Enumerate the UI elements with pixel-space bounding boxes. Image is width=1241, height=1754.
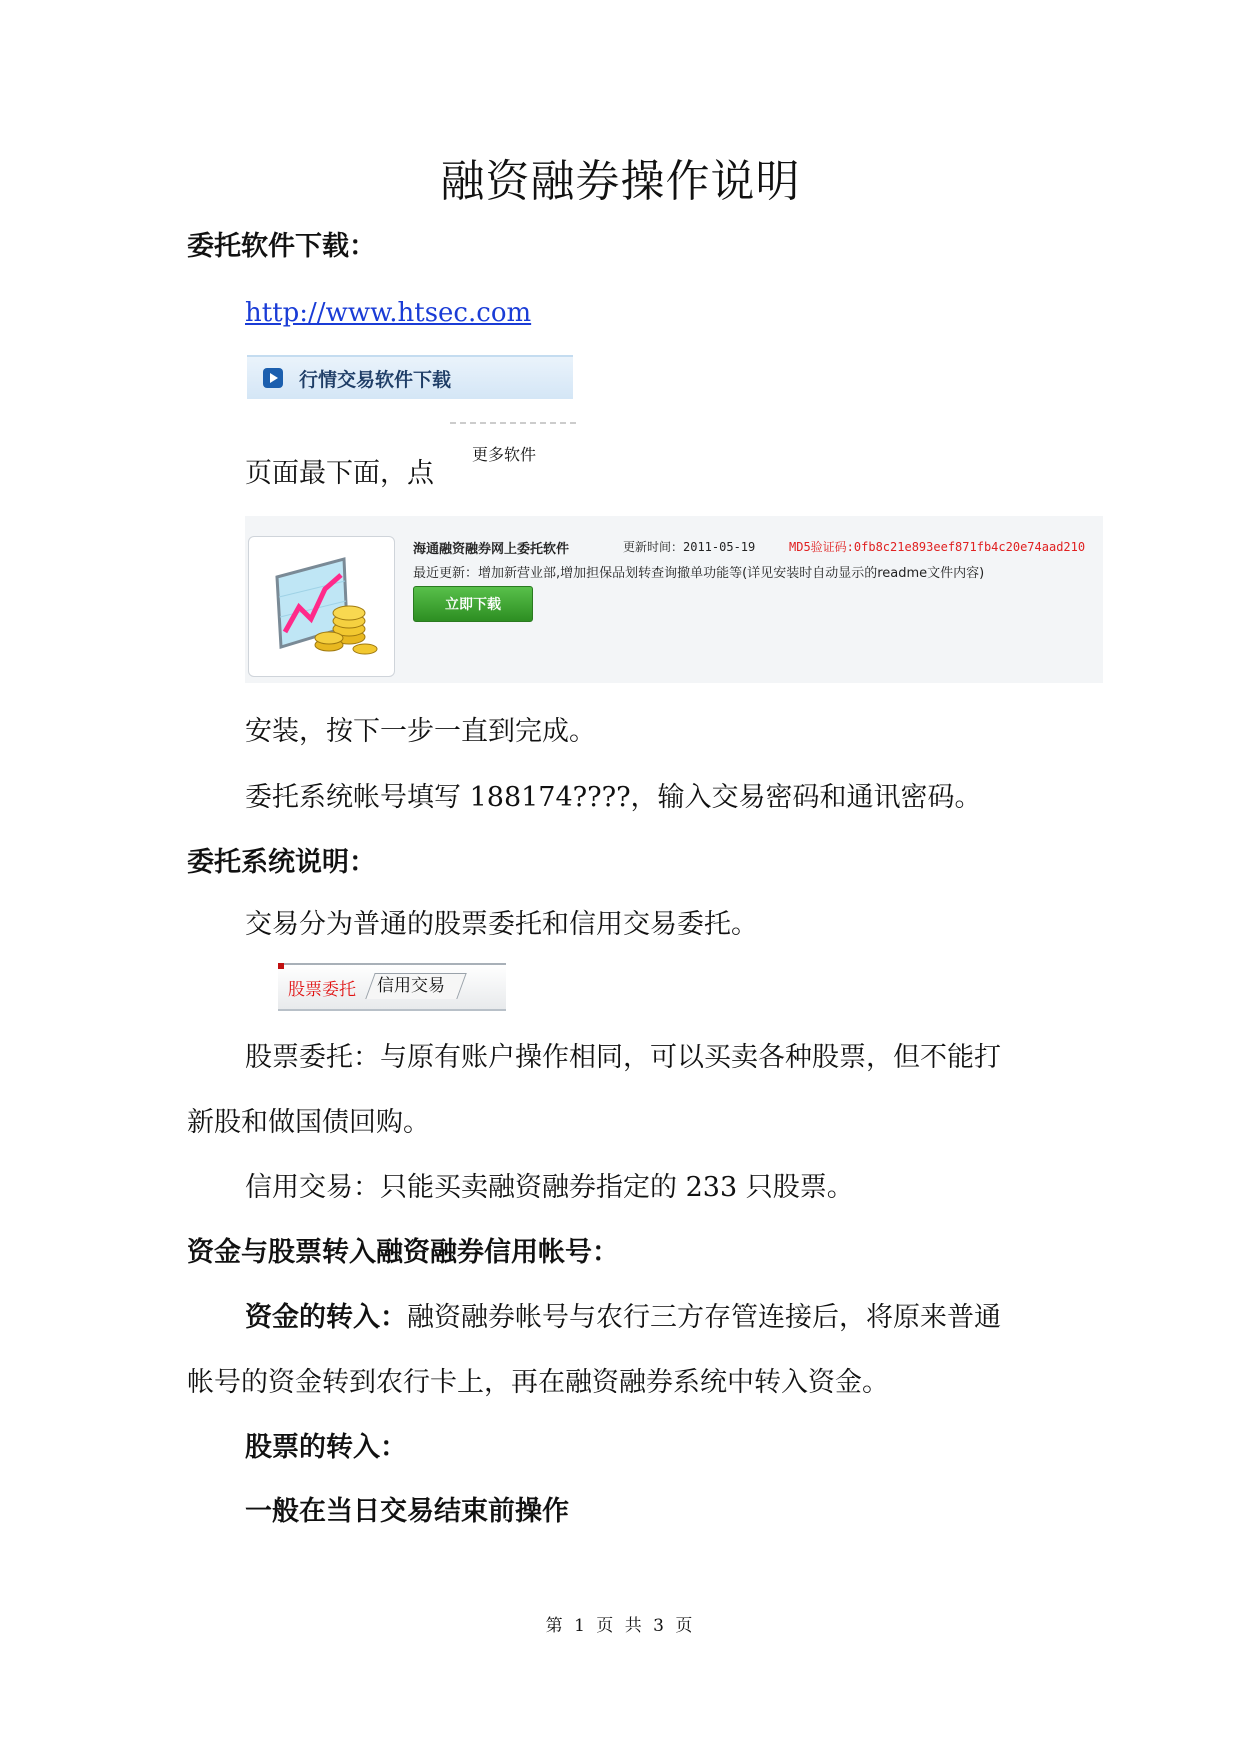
- section-heading-system: 委托系统说明：: [187, 847, 376, 878]
- tab-credit-trading[interactable]: [365, 973, 466, 999]
- funds-transfer-label: 资金的转入：: [245, 1302, 407, 1333]
- tab-stock-entrust[interactable]: 股票委托: [288, 980, 356, 1000]
- account-instruction: 委托系统帐号填写 188174????，输入交易密码和通讯密码。: [245, 782, 982, 813]
- download-now-button[interactable]: 立即下载: [413, 586, 533, 622]
- page-footer: 第 1 页 共 3 页: [545, 1616, 696, 1636]
- more-instruction: 页面最下面，点: [245, 458, 434, 489]
- funds-transfer-line1: [245, 1300, 1001, 1336]
- software-panel: [245, 516, 1103, 683]
- software-md5: MD5验证码:0fb8c21e893eef871fb4c20e74aad210: [789, 540, 1086, 554]
- trading-types-intro: 交易分为普通的股票委托和信用交易委托。: [245, 909, 758, 940]
- funds-transfer-line2: 帐号的资金转到农行卡上，再在融资融券系统中转入资金。: [187, 1367, 889, 1398]
- tab-marker: [278, 963, 284, 969]
- software-download-banner[interactable]: [247, 355, 573, 399]
- more-software-link[interactable]: 更多软件: [472, 445, 537, 464]
- dotted-divider: [450, 422, 576, 424]
- stock-transfer-note: 一般在当日交易结束前操作: [245, 1496, 569, 1527]
- trading-tabs: [278, 963, 506, 1011]
- section-heading-transfer: 资金与股票转入融资融券信用帐号：: [187, 1237, 619, 1268]
- chart-coins-icon: [249, 537, 394, 676]
- stock-entrust-line2: 新股和做国债回购。: [187, 1107, 430, 1138]
- page-title: 融资融券操作说明: [440, 156, 801, 207]
- section-heading-download: 委托软件下载：: [187, 231, 376, 262]
- banner-label: 行情交易软件下载: [299, 368, 452, 391]
- play-icon: [263, 368, 283, 388]
- tab-credit-label: 信用交易: [377, 976, 445, 996]
- software-update-notes: 最近更新：增加新营业部,增加担保品划转查询撤单功能等(详见安装时自动显示的readme文件内容): [413, 566, 985, 581]
- credit-trading-desc: 信用交易：只能买卖融资融券指定的 233 只股票。: [245, 1172, 854, 1203]
- software-update-date: 更新时间：2011-05-19: [623, 540, 756, 554]
- funds-transfer-text: 融资融券帐号与农行三方存管连接后，将原来普通: [407, 1302, 1001, 1333]
- software-name: 海通融资融券网上委托软件: [413, 542, 570, 557]
- install-instruction: 安装，按下一步一直到完成。: [245, 716, 596, 747]
- stock-entrust-line1: 股票委托：与原有账户操作相同，可以买卖各种股票，但不能打: [245, 1042, 1001, 1073]
- stock-transfer-label: 股票的转入：: [245, 1432, 407, 1463]
- website-link[interactable]: http://www.htsec.com: [245, 298, 532, 328]
- software-thumbnail: [248, 536, 395, 677]
